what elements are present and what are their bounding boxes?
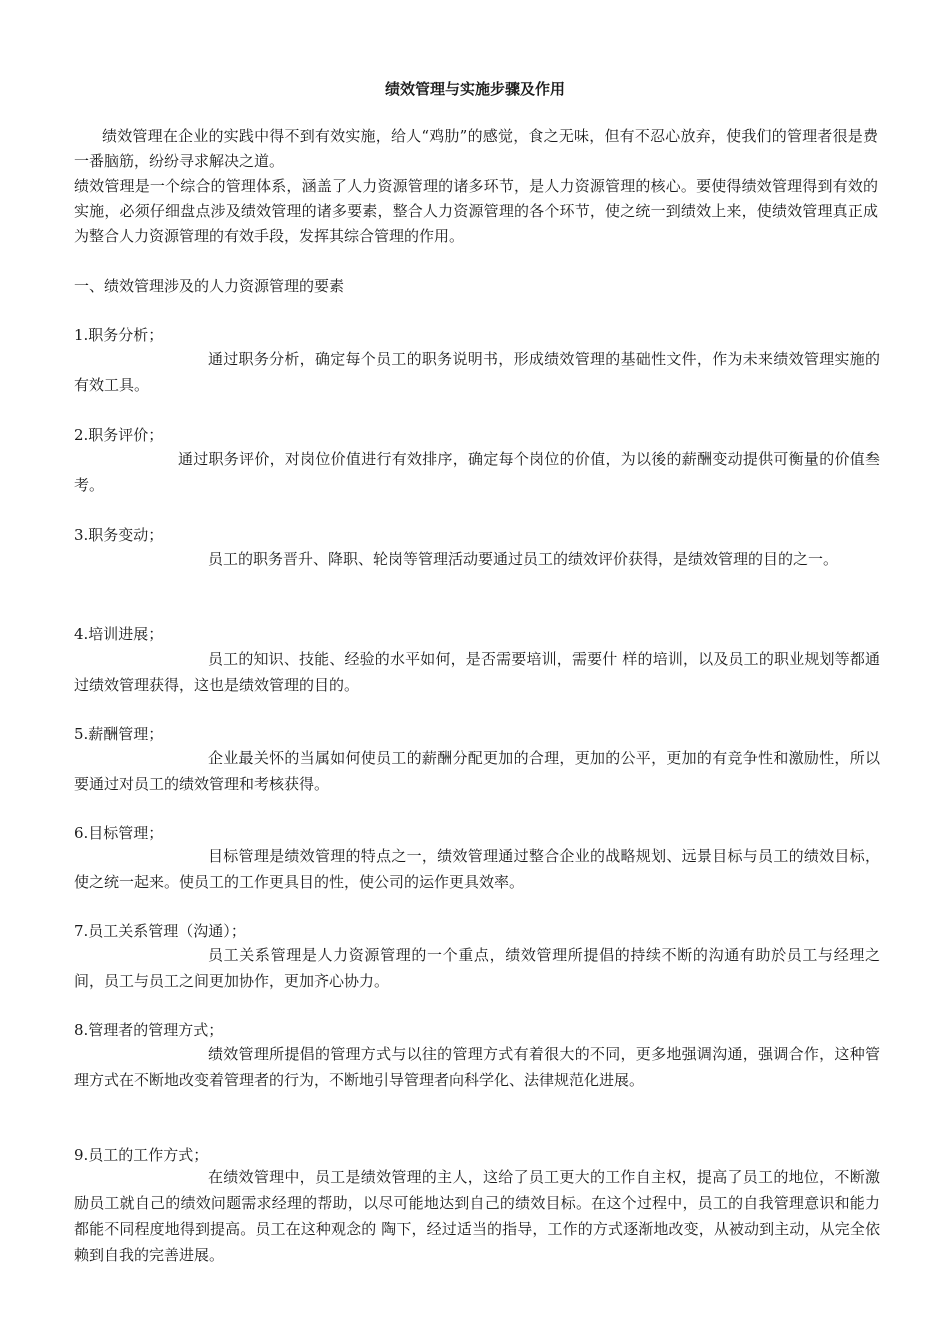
section-heading: 一、绩效管理涉及的人力资源管理的要素	[74, 277, 345, 295]
item-2-body: 通过职务评价，对岗位价值进行有效排序，确定每个岗位的价值，为以後的薪酬变动提供可衡量的价值叁考。	[74, 450, 880, 494]
item-5-heading: 5.薪酬管理；	[74, 725, 164, 743]
item-2-heading: 2.职务评价；	[74, 426, 164, 444]
item-9-body: 在绩效管理中，员工是绩效管理的主人，这给了员工更大的工作自主权，提高了员工的地位，不断激励员工就自己的绩效问题需求经理的帮助，以尽可能地达到自己的绩效目标。在这个过程中，员工的自我管理意识和能力都能不同程度地得到提高。员工在这种观念的 陶下，经过适当的指导，工作的方式逐渐地改变，从被动到主动，从完全依赖到自我的完善进展。	[74, 1168, 880, 1264]
intro-paragraph-1: 绩效管理在企业的实践中得不到有效实施，给人“鸡肋”的感觉，食之无味，但有不忍心放弃，使我们的管理者很是费一番脑筋，纷纷寻求解决之道。	[74, 127, 878, 170]
item-6-heading: 6.目标管理；	[74, 824, 164, 842]
item-8-heading: 8.管理者的管理方式；	[74, 1021, 224, 1039]
item-8-body: 绩效管理所提倡的管理方式与以往的管理方式有着很大的不同，更多地强调沟通，强调合作，这种管理方式在不断地改变着管理者的行为，不断地引导管理者向科学化、法律规范化进展。	[74, 1045, 880, 1089]
item-6-body: 目标管理是绩效管理的特点之一，绩效管理通过整合企业的战略规划、远景目标与员工的绩效目标，使之统一起来。使员工的工作更具目的性，使公司的运作更具效率。	[74, 847, 880, 891]
document-title: 绩效管理与实施步骤及作用	[384, 80, 565, 98]
item-1-heading: 1.职务分析；	[74, 326, 164, 344]
item-3-body: 员工的职务晋升、降职、轮岗等管理活动要通过员工的绩效评价获得，是绩效管理的目的之一。	[208, 550, 839, 568]
item-4-heading: 4.培训进展；	[74, 625, 164, 643]
item-1-body: 通过职务分析，确定每个员工的职务说明书，形成绩效管理的基础性文件，作为未来绩效管理实施的有效工具。	[74, 350, 880, 394]
item-5-body: 企业最关怀的当属如何使员工的薪酬分配更加的合理，更加的公平，更加的有竞争性和激励性，所以要通过对员工的绩效管理和考核获得。	[74, 749, 880, 793]
intro-paragraph-2: 绩效管理是一个综合的管理体系，涵盖了人力资源管理的诸多环节，是人力资源管理的核心。要使得绩效管理得到有效的实施，必须仔细盘点涉及绩效管理的诸多要素，整合人力资源管理的各个环节，使之统一到绩效上来，使绩效管理真正成为整合人力资源管理的有效手段，发挥其综合管理的作用。	[74, 177, 878, 245]
item-7-body: 员工关系管理是人力资源管理的一个重点，绩效管理所提倡的持续不断的沟通有助於员工与经理之间，员工与员工之间更加协作，更加齐心协力。	[74, 946, 880, 990]
item-4-body: 员工的知识、技能、经验的水平如何，是否需要培训，需要什 样的培训，以及员工的职业规划等都通过绩效管理获得，这也是绩效管理的目的。	[74, 650, 880, 694]
item-7-heading: 7.员工关系管理（沟通）；	[74, 922, 246, 940]
item-9-heading: 9.员工的工作方式；	[74, 1146, 209, 1164]
item-3-heading: 3.职务变动；	[74, 526, 164, 544]
